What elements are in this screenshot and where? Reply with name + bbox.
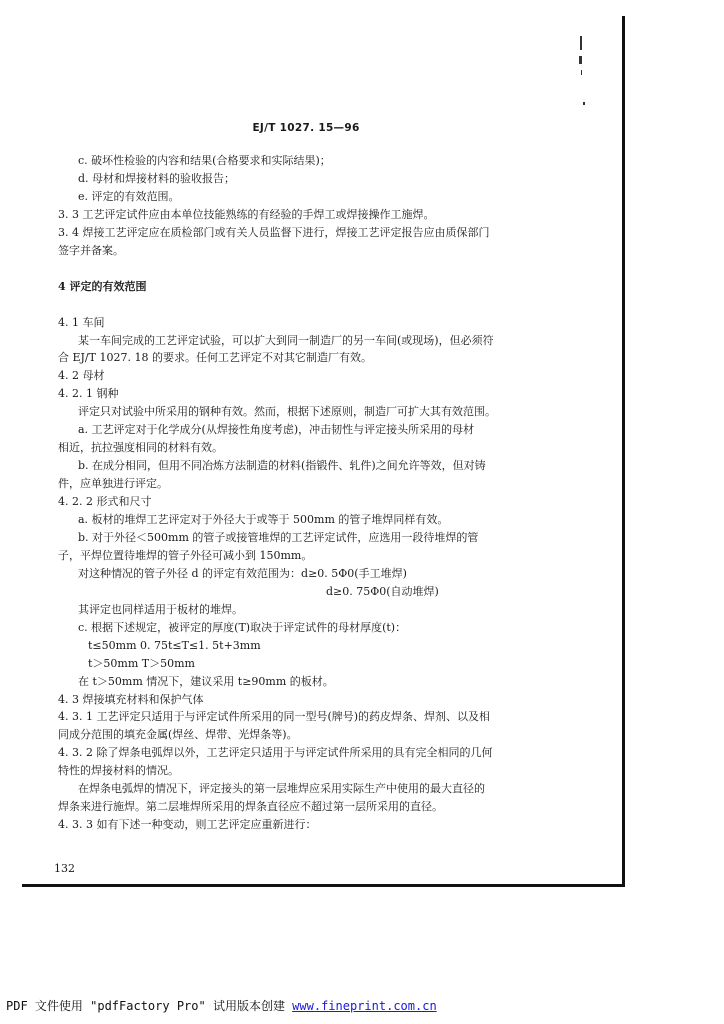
text-line: t≤50mm 0. 75t≤T≤1. 5t+3mm — [88, 638, 261, 652]
text-line: 4 评定的有效范围 — [58, 279, 147, 293]
text-line: 在 t＞50mm 情况下，建议采用 t≥90mm 的板材。 — [78, 674, 334, 688]
text-line: 4. 1 车间 — [58, 315, 105, 329]
text-line: 4. 2 母材 — [58, 369, 105, 383]
text-line: c. 破坏性检验的内容和结果(合格要求和实际结果)； — [78, 154, 331, 167]
text-line: 对这种情况的管子外径 d 的评定有效范围为：d≥0. 5Φ0(手工堆焊) — [78, 566, 407, 580]
text-line: d≥0. 75Φ0(自动堆焊) — [326, 584, 439, 598]
text-line: e. 评定的有效范围。 — [78, 189, 180, 203]
text-line: b. 在成分相同，但用不同冶炼方法制造的材料(指锻件、轧件)之间允许等效，但对铸 — [78, 459, 486, 473]
document-header: EJ/T 1027. 15—96 — [252, 122, 360, 134]
text-line: 在焊条电弧焊的情况下，评定接头的第一层堆焊应采用实际生产中使用的最大直径的 — [78, 782, 485, 796]
page-number: 132 — [54, 862, 75, 875]
text-line: 子，平焊位置待堆焊的管子外径可减小到 150mm。 — [58, 548, 313, 562]
text-line: b. 对于外径＜500mm 的管子或接管堆焊的工艺评定试件，应选用一段待堆焊的管 — [78, 530, 479, 544]
text-line: 4. 2. 2 形式和尺寸 — [58, 495, 152, 509]
text-line: 4. 3. 2 除了焊条电弧焊以外，工艺评定只适用于与评定试件所采用的具有完全相同的几何 — [58, 746, 493, 760]
text-line: a. 板材的堆焊工艺评定对于外径大于或等于 500mm 的管子堆焊同样有效。 — [78, 513, 449, 526]
text-line: 签字并备案。 — [58, 243, 124, 257]
footer-text: PDF 文件使用 "pdfFactory Pro" 试用版本创建 — [6, 999, 293, 1013]
text-line: c. 根据下述规定，被评定的厚度(T)取决于评定试件的母材厚度(t)： — [78, 620, 407, 634]
text-line: 4. 3. 1 工艺评定只适用于与评定试件所采用的同一型号(牌号)的药皮焊条、焊剂、以及相 — [58, 710, 491, 724]
text-line: a. 工艺评定对于化学成分(从焊接性角度考虑)，冲击韧性与评定接头所采用的母材 — [78, 423, 475, 437]
text-line: 4. 3 焊接填充材料和保护气体 — [58, 692, 204, 706]
footer-link[interactable]: www.fineprint.com.cn — [292, 999, 437, 1013]
scan-artifact-marks — [576, 36, 588, 126]
text-line: 评定只对试验中所采用的钢种有效。然而，根据下述原则，制造厂可扩大其有效范围。 — [78, 405, 496, 419]
pdf-footer — [6, 997, 437, 1014]
text-line: d. 母材和焊接材料的验收报告； — [78, 171, 236, 185]
text-line: 3. 3 工艺评定试件应由本单位技能熟练的有经验的手焊工或焊接操作工施焊。 — [58, 207, 435, 221]
text-line: 焊条来进行施焊。第二层堆焊所采用的焊条直径应不超过第一层所采用的直径。 — [58, 800, 443, 814]
text-line: 某一车间完成的工艺评定试验，可以扩大到同一制造厂的另一车间(或现场)，但必须符 — [78, 333, 494, 347]
text-line: 4. 2. 1 钢种 — [58, 387, 119, 401]
text-line: 特性的焊接材料的情况。 — [58, 764, 179, 778]
text-line: t＞50mm T＞50mm — [88, 656, 195, 670]
text-line: 相近，抗拉强度相同的材料有效。 — [58, 441, 223, 455]
text-line: 合 EJ/T 1027. 18 的要求。任何工艺评定不对其它制造厂有效。 — [58, 351, 372, 365]
text-line: 其评定也同样适用于板材的堆焊。 — [78, 602, 243, 616]
text-line: 同成分范围的填充金属(焊丝、焊带、光焊条等)。 — [58, 728, 298, 742]
text-line: 4. 3. 3 如有下述一种变动，则工艺评定应重新进行： — [58, 818, 317, 832]
text-line: 3. 4 焊接工艺评定应在质检部门或有关人员监督下进行，焊接工艺评定报告应由质保部门 — [58, 225, 490, 239]
text-line: 件，应单独进行评定。 — [58, 477, 168, 491]
